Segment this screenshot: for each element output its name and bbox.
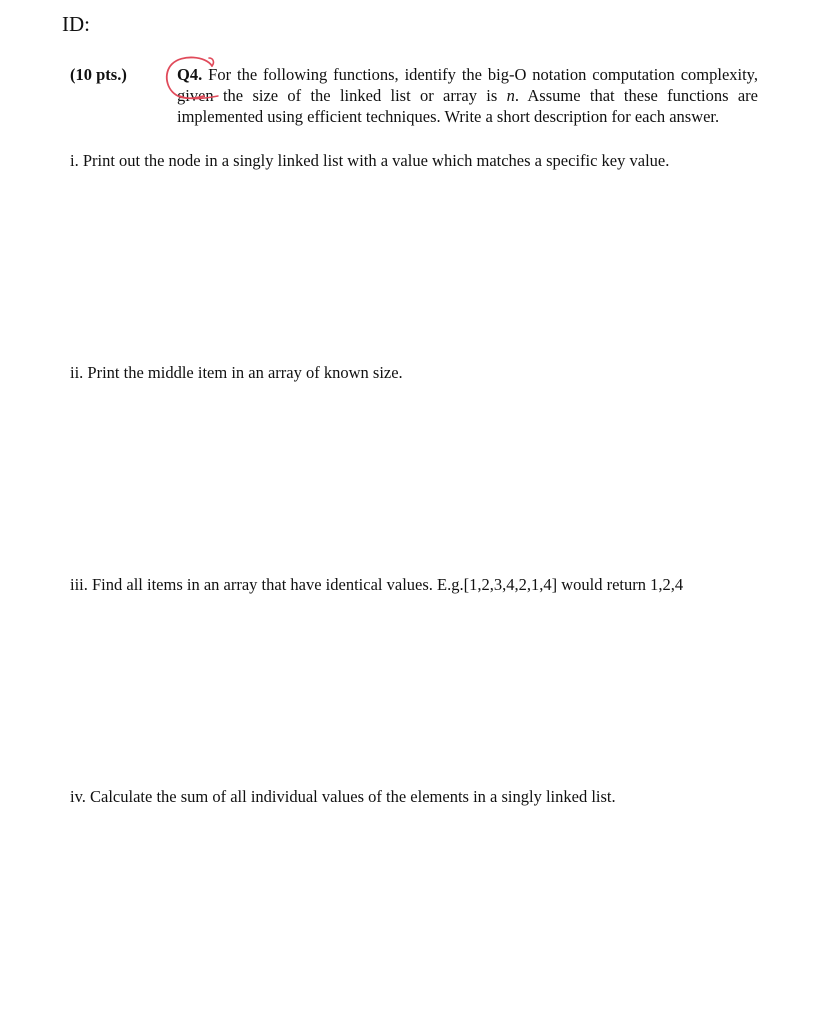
id-label: ID: bbox=[62, 12, 90, 36]
question-variable: n bbox=[506, 86, 515, 105]
points-label: (10 pts.) bbox=[70, 65, 127, 84]
sub-question-ii: ii. Print the middle item in an array of known size. bbox=[70, 363, 403, 382]
sub-question-i: i. Print out the node in a singly linked list with a value which matches a specific key value. bbox=[70, 151, 670, 170]
question-number: Q4. bbox=[177, 65, 203, 84]
question-text-end: . Assume that these functions are implemented using efficient techniques. Write a short description for each answer. bbox=[177, 86, 758, 126]
sub-question-iv: iv. Calculate the sum of all individual values of the elements in a singly linked list. bbox=[70, 787, 616, 806]
question-prompt bbox=[177, 64, 758, 127]
question-text-start: For the following functions, identify the big-O notation computation complexity, given the size of the linked list or array is bbox=[177, 65, 758, 105]
sub-question-iii: iii. Find all items in an array that have identical values. E.g.[1,2,3,4,2,1,4] would return 1,2,4 bbox=[70, 575, 684, 594]
